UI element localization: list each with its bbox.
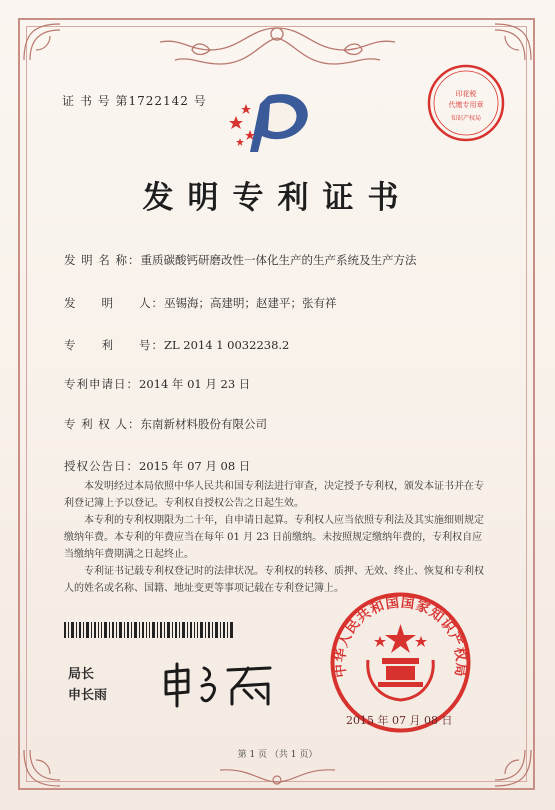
inventors-value: 巫锡海；高建明；赵建平；张有祥 — [164, 296, 337, 310]
grant-date-row — [64, 458, 250, 474]
patentee-value: 东南新材料股份有限公司 — [140, 417, 267, 431]
body-paragraph: 专利证书记载专利权登记时的法律状况。专利权的转移、质押、无效、终止、恢复和专利权人的姓名或名称、国籍、地址变更等事项记载在专利登记簿上。 — [64, 566, 484, 594]
seal-date: 2015 年 07 月 08 日 — [346, 714, 453, 727]
grant-date-value: 2015 年 07 月 08 日 — [139, 459, 251, 473]
agency-seal-icon — [425, 62, 507, 144]
body-paragraph: 本发明经过本局依照中华人民共和国专利法进行审查，决定授予专利权，颁发本证书并在专利登记簿上予以登记。专利权自授权公告之日起生效。 — [64, 481, 484, 509]
grant-date-label: 授权公告日： — [64, 459, 139, 473]
director-title: 局长 — [68, 667, 95, 682]
invention-name-value: 重质碳酸钙研磨改性一体化生产的生产系统及生产方法 — [140, 253, 417, 267]
barcode-icon — [64, 622, 234, 638]
document-title: 发明专利证书 — [142, 180, 413, 216]
svg-text:知识产权局: 知识产权局 — [450, 115, 482, 122]
handwritten-signature-icon — [158, 660, 283, 710]
seal-text: 中华人民共和国国家知识产权局 — [332, 594, 469, 679]
certificate-number: 证 书 号 第1722142 号 — [62, 94, 207, 108]
patentee-row — [64, 416, 267, 432]
svg-text:代缴专用章: 代缴专用章 — [448, 101, 484, 109]
patentee-label: 专 利 权 人： — [64, 417, 141, 431]
invention-name-label: 发 明 名 称： — [64, 253, 141, 267]
inventors-row — [64, 295, 337, 311]
svg-text:印花税: 印花税 — [455, 90, 477, 98]
bottom-ornament-icon — [200, 762, 355, 788]
application-date-value: 2014 年 01 月 23 日 — [139, 377, 251, 391]
patent-number-value: ZL 2014 1 0032238.2 — [164, 338, 290, 352]
corner-ornament-icon — [20, 20, 100, 100]
body-paragraph: 本专利的专利权期限为二十年，自申请日起算。专利权人应当依照专利法及其实施细则规定缴纳年费。本专利的年费应当在每年 01 月 23 日前缴纳。未按照规定缴纳年费的，专利权自应当缴纳年费期满之日起终止。 — [64, 515, 484, 560]
patent-number-label: 专 利 号： — [64, 338, 164, 352]
application-date-label: 专利申请日： — [64, 377, 139, 391]
page-footer: 第 1 页 （共 1 页） — [237, 750, 318, 760]
certificate-body — [64, 478, 492, 597]
cnipa-logo-icon — [228, 86, 318, 156]
application-date-row — [64, 376, 250, 392]
inventors-label: 发 明 人： — [64, 296, 164, 310]
patent-number-row — [64, 337, 289, 353]
invention-name-row — [64, 252, 416, 268]
top-ornament-icon — [150, 20, 405, 80]
director-name: 申长雨 — [68, 688, 108, 703]
